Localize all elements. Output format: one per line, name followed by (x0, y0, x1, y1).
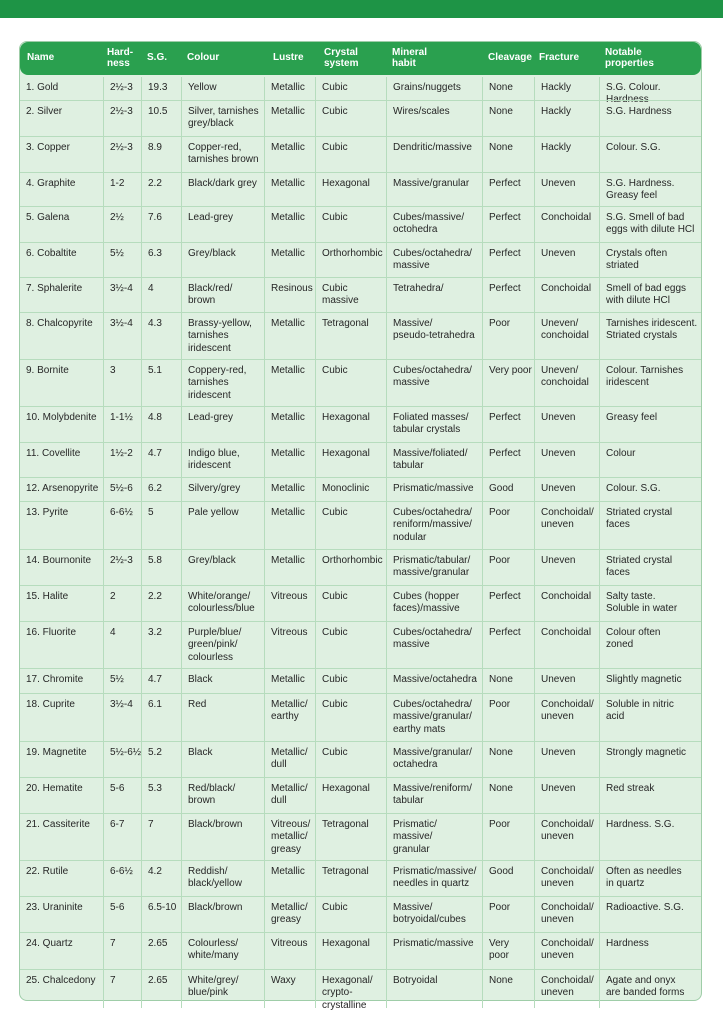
cell-name: 16. Fluorite (26, 627, 77, 638)
cell-sg: 4.7 (141, 669, 181, 693)
cell-notable: Hardness (599, 933, 701, 969)
cell-cleavage: Perfect (482, 622, 534, 668)
cell-cleavage: Poor (482, 897, 534, 932)
cell-cleavage: None (482, 742, 534, 777)
table-row (20, 932, 701, 969)
cell-notable: Slightly magnetic (599, 669, 701, 693)
cell-notable: Striated crystal faces (599, 550, 701, 585)
cell-habit: Cubes/octahedra/ reniform/massive/ nodular (386, 502, 482, 549)
cell-cleavage: Poor (482, 814, 534, 860)
cell-colour: Colourless/ white/many (181, 933, 264, 969)
cell-fracture: Uneven (534, 550, 599, 585)
cell-crystal: Hexagonal (315, 407, 386, 442)
cell-lustre: Metallic (264, 243, 315, 277)
header-fracture-label: Fracture (539, 52, 580, 64)
cell-lustre: Metallic (264, 407, 315, 442)
cell-lustre: Metallic (264, 478, 315, 501)
cell-sg: 19.3 (141, 77, 181, 100)
cell-colour: Black/dark grey (181, 173, 264, 206)
cell-fracture: Conchoidal/ uneven (534, 970, 599, 1008)
cell-name: 25. Chalcedony (26, 975, 96, 986)
table-row (20, 359, 701, 406)
cell-cleavage: Poor (482, 550, 534, 585)
header-sg-label: S.G. (147, 52, 168, 64)
cell-fracture: Uneven (534, 778, 599, 813)
cell-hardness: 7 (103, 933, 141, 969)
table-row (20, 668, 701, 693)
cell-fracture: Uneven (534, 742, 599, 777)
cell-lustre: Vitreous (264, 586, 315, 621)
cell-lustre: Metallic (264, 861, 315, 896)
cell-name: 12. Arsenopyrite (26, 483, 99, 494)
cell-crystal: Cubic (315, 694, 386, 741)
cell-sg: 2.2 (141, 173, 181, 206)
table-row (20, 136, 701, 172)
cell-fracture: Hackly (534, 101, 599, 136)
cell-colour: Indigo blue, iridescent (181, 443, 264, 477)
cell-notable: Agate and onyx are banded forms (599, 970, 701, 1008)
cell-crystal: Cubic (315, 502, 386, 549)
cell-habit: Prismatic/tabular/ massive/granular (386, 550, 482, 585)
cell-colour: White/orange/ colourless/blue (181, 586, 264, 621)
cell-fracture: Uneven (534, 669, 599, 693)
cell-colour: Black/brown (181, 814, 264, 860)
cell-name: 7. Sphalerite (26, 283, 83, 294)
cell-habit: Prismatic/ massive/ granular (386, 814, 482, 860)
cell-sg: 4 (141, 278, 181, 312)
cell-sg: 4.2 (141, 861, 181, 896)
cell-notable: Greasy feel (599, 407, 701, 442)
cell-name: 23. Uraninite (26, 902, 83, 913)
header-cleavage (488, 42, 536, 75)
cell-crystal: Cubic (315, 77, 386, 100)
cell-fracture: Hackly (534, 77, 599, 100)
cell-name: 1. Gold (26, 82, 59, 93)
minerals-table (19, 41, 702, 1011)
cell-habit: Cubes/octahedra/ massive/granular/ earthy mats (386, 694, 482, 741)
header-crystal-system (324, 42, 390, 75)
cell-name: 20. Hematite (26, 783, 83, 794)
cell-name: 4. Graphite (26, 178, 76, 189)
cell-notable: Smell of bad eggs with dilute HCl (599, 278, 701, 312)
header-mineral-habit (392, 42, 484, 75)
cell-crystal: Hexagonal (315, 173, 386, 206)
table-row (20, 477, 701, 501)
cell-hardness: 3½-4 (103, 278, 141, 312)
cell-cleavage: Perfect (482, 207, 534, 242)
cell-hardness: 5½-6½ (103, 742, 141, 777)
cell-crystal: Orthorhombic (315, 243, 386, 277)
cell-name: 3. Copper (26, 142, 70, 153)
cell-cleavage: None (482, 970, 534, 1008)
cell-sg: 8.9 (141, 137, 181, 172)
cell-sg: 4.8 (141, 407, 181, 442)
table-row (20, 77, 701, 106)
cell-crystal: Cubic (315, 622, 386, 668)
header-crystal-system-label: Crystal system (324, 47, 359, 69)
cell-lustre: Metallic (264, 443, 315, 477)
cell-hardness: 6-7 (103, 814, 141, 860)
table-row (20, 860, 701, 896)
cell-name: 15. Halite (26, 591, 69, 602)
cell-lustre: Metallic (264, 502, 315, 549)
cell-notable: Colour. S.G. (599, 137, 701, 172)
cell-fracture: Conchoidal (534, 586, 599, 621)
cell-colour: Grey/black (181, 550, 264, 585)
cell-fracture: Conchoidal/ uneven (534, 861, 599, 896)
cell-name: 6. Cobaltite (26, 248, 77, 259)
cell-habit: Cubes/octahedra/ massive (386, 360, 482, 406)
cell-fracture: Uneven/ conchoidal (534, 313, 599, 359)
cell-notable: Colour. Tarnishes iridescent (599, 360, 701, 406)
cell-notable: S.G. Hardness. Greasy feel (599, 173, 701, 206)
cell-colour: Silvery/grey (181, 478, 264, 501)
table-row (20, 585, 701, 621)
header-colour (187, 42, 267, 75)
cell-crystal: Cubic (315, 586, 386, 621)
cell-crystal: Hexagonal (315, 778, 386, 813)
cell-cleavage: Perfect (482, 407, 534, 442)
cell-lustre: Metallic/ earthy (264, 694, 315, 741)
cell-crystal: Cubic (315, 669, 386, 693)
table-row (20, 312, 701, 359)
cell-hardness: 5½-6 (103, 478, 141, 501)
cell-notable: Colour. S.G. (599, 478, 701, 501)
cell-notable: Radioactive. S.G. (599, 897, 701, 932)
header-name (27, 42, 107, 75)
cell-cleavage: None (482, 137, 534, 172)
cell-sg: 5.3 (141, 778, 181, 813)
header-hardness-label: Hard- ness (107, 47, 134, 69)
cell-fracture: Conchoidal/ uneven (534, 933, 599, 969)
cell-habit: Botryoidal (386, 970, 482, 1008)
cell-hardness: 5-6 (103, 778, 141, 813)
cell-sg: 2.65 (141, 970, 181, 1008)
cell-hardness: 1-1½ (103, 407, 141, 442)
cell-crystal: Cubic (315, 207, 386, 242)
cell-lustre: Vitreous (264, 933, 315, 969)
cell-fracture: Uneven/ conchoidal (534, 360, 599, 406)
cell-lustre: Metallic (264, 550, 315, 585)
table-row (20, 813, 701, 860)
cell-lustre: Waxy (264, 970, 315, 1008)
table-row (20, 969, 701, 1011)
cell-sg: 2.2 (141, 586, 181, 621)
cell-name: 8. Chalcopyrite (26, 318, 93, 329)
cell-notable: Salty taste. Soluble in water (599, 586, 701, 621)
cell-name: 11. Covellite (26, 448, 81, 459)
cell-crystal: Hexagonal/ crypto- crystalline (315, 970, 386, 1008)
header-colour-label: Colour (187, 52, 220, 64)
table-row (20, 172, 701, 206)
header-name-label: Name (27, 52, 55, 64)
cell-notable: S.G. Smell of bad eggs with dilute HCl (599, 207, 701, 242)
header-sg (147, 42, 185, 75)
cell-sg: 6.3 (141, 243, 181, 277)
cell-crystal: Tetragonal (315, 313, 386, 359)
table-row (20, 100, 701, 136)
cell-cleavage: None (482, 778, 534, 813)
cell-cleavage: None (482, 669, 534, 693)
cell-cleavage: None (482, 77, 534, 100)
cell-crystal: Cubic (315, 897, 386, 932)
cell-crystal: Tetragonal (315, 814, 386, 860)
cell-crystal: Cubic (315, 101, 386, 136)
cell-colour: Lead-grey (181, 407, 264, 442)
table-row (20, 277, 701, 312)
cell-habit: Massive/reniform/ tabular (386, 778, 482, 813)
table-body (20, 77, 701, 1011)
cell-notable: Hardness. S.G. (599, 814, 701, 860)
cell-name: 14. Bournonite (26, 555, 92, 566)
cell-sg: 6.1 (141, 694, 181, 741)
cell-cleavage: Poor (482, 502, 534, 549)
cell-cleavage: Poor (482, 694, 534, 741)
cell-fracture: Conchoidal (534, 622, 599, 668)
cell-habit: Foliated masses/ tabular crystals (386, 407, 482, 442)
cell-cleavage: Very poor (482, 360, 534, 406)
cell-habit: Dendritic/massive (386, 137, 482, 172)
cell-habit: Cubes/massive/ octohedra (386, 207, 482, 242)
cell-fracture: Conchoidal/ uneven (534, 502, 599, 549)
cell-crystal: Cubic (315, 360, 386, 406)
cell-notable: Colour (599, 443, 701, 477)
cell-notable: Red streak (599, 778, 701, 813)
cell-notable: Often as needles in quartz (599, 861, 701, 896)
cell-notable: Striated crystal faces (599, 502, 701, 549)
cell-cleavage: Poor (482, 313, 534, 359)
cell-fracture: Conchoidal (534, 278, 599, 312)
cell-sg: 5.8 (141, 550, 181, 585)
cell-hardness: 2½-3 (103, 77, 141, 100)
cell-fracture: Uneven (534, 407, 599, 442)
table-row (20, 777, 701, 813)
cell-notable: S.G. Hardness (599, 101, 701, 136)
cell-fracture: Conchoidal (534, 207, 599, 242)
cell-name: 10. Molybdenite (26, 412, 97, 423)
cell-hardness: 3½-4 (103, 313, 141, 359)
cell-fracture: Conchoidal/ uneven (534, 694, 599, 741)
header-lustre-label: Lustre (273, 52, 304, 64)
cell-name: 13. Pyrite (26, 507, 69, 518)
cell-crystal: Monoclinic (315, 478, 386, 501)
cell-habit: Massive/granular (386, 173, 482, 206)
cell-fracture: Hackly (534, 137, 599, 172)
header-lustre (273, 42, 321, 75)
cell-colour: Reddish/ black/yellow (181, 861, 264, 896)
cell-sg: 6.2 (141, 478, 181, 501)
cell-fracture: Uneven (534, 443, 599, 477)
cell-crystal: Hexagonal (315, 933, 386, 969)
cell-colour: Pale yellow (181, 502, 264, 549)
cell-hardness: 6-6½ (103, 861, 141, 896)
cell-hardness: 2½-3 (103, 101, 141, 136)
cell-habit: Tetrahedra/ (386, 278, 482, 312)
cell-sg: 7.6 (141, 207, 181, 242)
cell-hardness: 4 (103, 622, 141, 668)
cell-name: 22. Rutile (26, 866, 69, 877)
table-row (20, 693, 701, 741)
cell-notable: Strongly magnetic (599, 742, 701, 777)
cell-habit: Massive/ pseudo-tetrahedra (386, 313, 482, 359)
cell-lustre: Metallic (264, 101, 315, 136)
cell-colour: Yellow (181, 77, 264, 100)
cell-lustre: Metallic (264, 207, 315, 242)
cell-sg: 4.3 (141, 313, 181, 359)
cell-lustre: Vitreous (264, 622, 315, 668)
cell-cleavage: None (482, 101, 534, 136)
table-row (20, 206, 701, 242)
cell-notable: Tarnishes iridescent. Striated crystals (599, 313, 701, 359)
cell-lustre: Metallic (264, 173, 315, 206)
cell-cleavage: Perfect (482, 278, 534, 312)
cell-fracture: Conchoidal/ uneven (534, 814, 599, 860)
cell-notable: Crystals often striated (599, 243, 701, 277)
cell-name: 18. Cuprite (26, 699, 75, 710)
cell-lustre: Metallic/ dull (264, 742, 315, 777)
cell-habit: Prismatic/massive (386, 933, 482, 969)
cell-colour: Coppery-red, tarnishes iridescent (181, 360, 264, 406)
cell-lustre: Metallic/ greasy (264, 897, 315, 932)
cell-crystal: Cubic (315, 137, 386, 172)
cell-hardness: 6-6½ (103, 502, 141, 549)
cell-hardness: 2½-3 (103, 137, 141, 172)
cell-crystal: Tetragonal (315, 861, 386, 896)
cell-lustre: Metallic (264, 669, 315, 693)
cell-fracture: Uneven (534, 243, 599, 277)
cell-sg: 2.65 (141, 933, 181, 969)
cell-fracture: Uneven (534, 478, 599, 501)
cell-cleavage: Perfect (482, 243, 534, 277)
cell-sg: 5.1 (141, 360, 181, 406)
cell-colour: Brassy-yellow, tarnishes iridescent (181, 313, 264, 359)
cell-hardness: 2½-3 (103, 550, 141, 585)
header-hardness (107, 42, 145, 75)
cell-lustre: Metallic (264, 137, 315, 172)
table-row (20, 406, 701, 442)
cell-name: 17. Chromite (26, 674, 84, 685)
cell-crystal: Cubic massive (315, 278, 386, 312)
header-fracture (539, 42, 603, 75)
table-row (20, 549, 701, 585)
cell-hardness: 3½-4 (103, 694, 141, 741)
table-row (20, 501, 701, 549)
cell-sg: 4.7 (141, 443, 181, 477)
cell-name: 9. Bornite (26, 365, 69, 376)
cell-lustre: Resinous (264, 278, 315, 312)
cell-hardness: 2½ (103, 207, 141, 242)
cell-hardness: 3 (103, 360, 141, 406)
cell-crystal: Orthorhombic (315, 550, 386, 585)
cell-hardness: 7 (103, 970, 141, 1008)
cell-sg: 5 (141, 502, 181, 549)
cell-hardness: 2 (103, 586, 141, 621)
table-header (20, 42, 701, 75)
cell-cleavage: Good (482, 861, 534, 896)
cell-lustre: Vitreous/ metallic/ greasy (264, 814, 315, 860)
cell-habit: Prismatic/massive (386, 478, 482, 501)
cell-hardness: 5½ (103, 669, 141, 693)
cell-notable: S.G. Colour. Hardness (599, 77, 701, 100)
cell-habit: Grains/nuggets (386, 77, 482, 100)
cell-lustre: Metallic (264, 313, 315, 359)
cell-colour: White/grey/ blue/pink (181, 970, 264, 1008)
cell-colour: Lead-grey (181, 207, 264, 242)
cell-cleavage: Perfect (482, 173, 534, 206)
cell-habit: Cubes/octahedra/ massive (386, 243, 482, 277)
cell-sg: 6.5-10 (141, 897, 181, 932)
header-cleavage-label: Cleavage (488, 52, 532, 64)
cell-sg: 5.2 (141, 742, 181, 777)
header-notable-properties (605, 42, 699, 75)
table-row (20, 621, 701, 668)
cell-habit: Massive/ botryoidal/cubes (386, 897, 482, 932)
cell-habit: Wires/scales (386, 101, 482, 136)
cell-habit: Massive/octahedra (386, 669, 482, 693)
cell-hardness: 1½-2 (103, 443, 141, 477)
cell-sg: 3.2 (141, 622, 181, 668)
cell-habit: Massive/foliated/ tabular (386, 443, 482, 477)
table-row (20, 442, 701, 477)
cell-lustre: Metallic (264, 360, 315, 406)
header-notable-properties-label: Notable properties (605, 47, 654, 69)
cell-crystal: Cubic (315, 742, 386, 777)
cell-sg: 7 (141, 814, 181, 860)
cell-habit: Cubes (hopper faces)/massive (386, 586, 482, 621)
cell-cleavage: Perfect (482, 586, 534, 621)
cell-name: 19. Magnetite (26, 747, 87, 758)
cell-habit: Prismatic/massive/ needles in quartz (386, 861, 482, 896)
table-row (20, 741, 701, 777)
cell-hardness: 1-2 (103, 173, 141, 206)
cell-cleavage: Perfect (482, 443, 534, 477)
header-mineral-habit-label: Mineral habit (392, 47, 428, 69)
cell-fracture: Uneven (534, 173, 599, 206)
cell-colour: Copper-red, tarnishes brown (181, 137, 264, 172)
cell-cleavage: Very poor (482, 933, 534, 969)
cell-lustre: Metallic (264, 77, 315, 100)
cell-colour: Black (181, 669, 264, 693)
cell-name: 24. Quartz (26, 938, 73, 949)
top-color-band (0, 0, 723, 18)
table-row (20, 242, 701, 277)
cell-colour: Red/black/ brown (181, 778, 264, 813)
cell-fracture: Conchoidal/ uneven (534, 897, 599, 932)
cell-cleavage: Good (482, 478, 534, 501)
cell-habit: Cubes/octahedra/ massive (386, 622, 482, 668)
cell-hardness: 5-6 (103, 897, 141, 932)
cell-notable: Soluble in nitric acid (599, 694, 701, 741)
cell-crystal: Hexagonal (315, 443, 386, 477)
cell-notable: Colour often zoned (599, 622, 701, 668)
cell-colour: Grey/black (181, 243, 264, 277)
cell-colour: Purple/blue/ green/pink/ colourless (181, 622, 264, 668)
cell-name: 5. Galena (26, 212, 70, 223)
cell-lustre: Metallic/ dull (264, 778, 315, 813)
cell-colour: Black (181, 742, 264, 777)
cell-name: 2. Silver (26, 106, 63, 117)
cell-colour: Silver, tarnishes grey/black (181, 101, 264, 136)
cell-colour: Black/brown (181, 897, 264, 932)
cell-colour: Red (181, 694, 264, 741)
cell-hardness: 5½ (103, 243, 141, 277)
cell-colour: Black/red/ brown (181, 278, 264, 312)
cell-name: 21. Cassiterite (26, 819, 90, 830)
cell-sg: 10.5 (141, 101, 181, 136)
table-row (20, 896, 701, 932)
cell-habit: Massive/granular/ octahedra (386, 742, 482, 777)
